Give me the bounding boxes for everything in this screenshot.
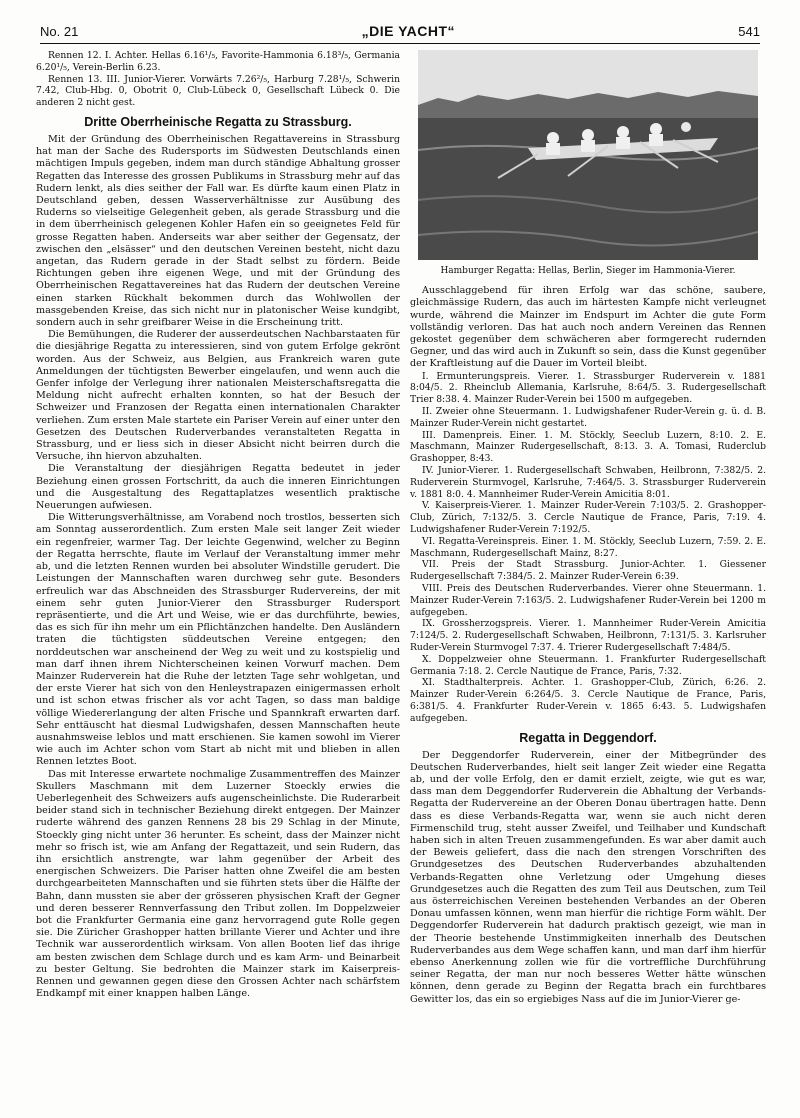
- result-entry: I. Ermunterungspreis. Vierer. 1. Strassburger Ruderverein v. 1881 8:04/5. 2. Rheinclub Allemania, Karlsruhe, 8:64/5. 3. Rudergesellschaft Trier 8:38. 4. Mainzer Ruder-Verein bei 1500 m aufgegeben.: [410, 370, 766, 406]
- result-rennen-12: Rennen 12. I. Achter. Hellas 6.16¹/₅, Favorite-Hammonia 6.18³/₅, Germania 6.20¹/₅, Verein-Berlin 6.23.: [36, 50, 400, 73]
- issue-number: No. 21: [40, 23, 79, 39]
- result-rennen-13: Rennen 13. III. Junior-Vierer. Vorwärts 7.26²/₅, Harburg 7.28¹/₅, Schwerin 7.42, Club-Hbg. 0, Obotrit 0, Club-Lübeck 0, Gesellschaft Lübeck 0. Die anderen 2 nicht gest.: [36, 73, 400, 109]
- header-rule: [40, 43, 760, 44]
- paragraph: Mit der Gründung des Oberrheinischen Regattavereins in Strassburg hat man der Sache des Rudersports im Südwesten Deutschlands einen mächtigen Impuls gegeben, indem man durch ständige Abhaltung grosser Regatten das Interesse des grossen Publikums in Strassburg mehr auf das Rudern lenkt, als dies seither der Fall war. Es dürfte kaum einen Platz in Deutschland geben, dessen Wasserverhältnisse zur Ausübung des Ruderns so vielseitige Gelegenheit geben, als gerade Strassburg und die in dem überrheinisch gelegenen Kohler Hafen ein so geeignetes Feld für grosse Regatten haben. Anderseits war aber seither der Gegensatz, der zwischen den „elsässer“ und den deutschen Vereinen besteht, nicht dazu angetan, das Rudern gerade in der Stadt selbst zu fördern. Beide Richtungen geben ihre eigenen Wege, und mit der Gründung des Oberrheinischen Regattavereines hat das Rudern der deutschen Vereine einen starken Rückhalt bekommen durch das Wohlwollen der massgebenden Kreise, das sich nicht nur in platonischer Weise kundgibt, sondern auch in sehr greifbarer Weise in die Erscheinung tritt.: [36, 133, 400, 329]
- left-column: [36, 50, 400, 1000]
- result-entry: VIII. Preis des Deutschen Ruderverbandes. Vierer ohne Steuermann. 1. Mainzer Ruder-Verein 7:163/5. 2. Ludwigshafener Ruder-Verein bei 1200 m aufgegeben.: [410, 582, 766, 618]
- result-entry: VII. Preis der Stadt Strassburg. Junior-Achter. 1. Giessener Rudergesellschaft 7:384/5. 2. Mainzer Ruder-Verein 6:39.: [410, 559, 766, 583]
- article-heading-deggendorf: Regatta in Deggendorf.: [519, 730, 657, 745]
- right-column: [410, 50, 766, 1006]
- result-entry: XI. Stadthalterpreis. Achter. 1. Grashopper-Club, Zürich, 6:26. 2. Mainzer Ruder-Verein 6:264/5. 3. Cercle Nautique de France, Paris, 6:381/5. 4. Frankfurter Ruder-Verein v. 1865 6:43. 5. Ludwigshafen aufgegeben.: [410, 677, 766, 724]
- result-entry: X. Doppelzweier ohne Steuermann. 1. Frankfurter Rudergesellschaft Germania 7:18. 2. Cercle Nautique de France, Paris, 7:32.: [410, 653, 766, 677]
- result-entry: IX. Grossherzogspreis. Vierer. 1. Mannheimer Ruder-Verein Amicitia 7:124/5. 2. Rudergesellschaft Schwaben, Heilbronn, 7:131/5. 3. Karlsruher Ruder-Verein Sturmvogel 7:37. 4. Trierer Rudergesellschaft 7:484/5.: [410, 618, 766, 653]
- result-entry: VI. Regatta-Vereinspreis. Einer. 1. M. Stöckly, Seeclub Luzern, 7:59. 2. E. Maschmann, Rudergesellschaft Mainz, 8:27.: [410, 535, 766, 559]
- article-heading-strassburg: Dritte Oberrheinische Regatta zu Strassburg.: [84, 114, 352, 129]
- paragraph: Der Deggendorfer Ruderverein, einer der Mitbegründer des Deutschen Ruderverbandes, hielt seit langer Zeit wieder eine Regatta ab, und der volle Erfolg, den er damit erzielt, zeigte, wie gut es war, dass man dem Deggendorfer Ruderverein die Abhaltung der Verbands-Regatta der Rudervereine an der Oberen Donau übertragen hatte. Denn dass es diese Verbands-Regatta war, wenn sie auch nicht deren Firmenschild trug, steht ausser Zweifel, und Teilhaber und Kundschaft haben sich in alten Treuen zusammengefunden. Es war aber damit auch der Beweis geliefert, dass die nach den strengen Vorschriften des Grundgesetzes des Deutschen Ruderverbandes abzuhaltenden Verbands-Regatten ohne Verletzung oder Umgehung dieses Grundgesetzes auch die Regatten des zum Teil aus Deutschen, zum Teil aus österreichischen Vereinen bestehenden Verbandes an der Oberen Donau umfassen können, wenn man hierfür die richtige Form wählt. Der Deggendorfer Ruderverein hat dadurch praktisch gezeigt, wie man in der Theorie bestehende Unstimmigkeiten innerhalb des Deutschen Ruderverbandes aus dem Wege schaffen kann, und man darf ihm hierfür ebenso Anerkennung zollen wie für die vortreffliche Durchführung seiner Regatta, der man nur noch besseres Wetter hätte wünschen können, denn gerade zu Beginn der Regatta brach ein furchtbares Gewitter los, das ein so ergiebiges Nass auf die im Junior-Vierer ge-: [410, 749, 766, 1005]
- result-entry: IV. Junior-Vierer. 1. Rudergesellschaft Schwaben, Heilbronn, 7:382/5. 2. Ruderverein Sturmvogel, Karlsruhe, 7:464/5. 3. Strassburger Ruderverein v. 1881 8:0. 4. Mannheimer Ruder-Verein Amicitia 8:01.: [410, 465, 766, 500]
- page-header: [40, 20, 760, 42]
- rowing-boat-illustration: [418, 50, 758, 260]
- paragraph: Die Witterungsverhältnisse, am Vorabend noch trostlos, besserten sich am Sonntag ausserordentlich. Zum ersten Male seit langer Zeit wieder ein regenfreier, warmer Tag. Der leichte Gegenwind, welcher zu Beginn der Regatta herrschte, flaute im Verlauf der Veranstaltung immer mehr ab, und die letzten Rennen wurden bei absoluter Windstille gerudert. Die Leistungen der Mannschaften waren durchweg sehr gute. Besonders erfreulich war das Abschneiden des Strassburger Rudervereins, der mit einem sehr guten Junior-Vierer den Strassburger Rudersport repräsentierte, und die Art und Weise, wie er das durchführte, bewies, das es sich für ihn mehr um ein Pflichtänzchen handelte. Den Ausländern traten die tüchtigsten süddeutschen Vereine entgegen; den norddeutschen war anscheinend der Weg zu weit und zu kostspielig und man darf ihnen ihrem Nichterscheinen keinen Vorwurf machen. Dem Mainzer Ruderverein hat die Ruhe der letzten Tage sehr wohlgetan, und der erste Vierer hat sich von den Henleystrapazen einigermassen erholt und ist schon etwas frischer als vor acht Tagen, so dass man baldige völlige Wiedererlangung der alten Frische und Spannkraft erwarten darf. Sehr enttäuscht hat diesmal Ludwigshafen, dessen Mannschaften heute ausnahmsweise leblos und matt erschienen. Sie kamen sowohl im Vierer wie auch im Achter schon vom Start ab nicht mit und blieben in allen Rennen letztes Boot.: [36, 512, 400, 768]
- page-number: 541: [738, 23, 760, 39]
- result-entry: V. Kaiserpreis-Vierer. 1. Mainzer Ruder-Verein 7:103/5. 2. Grashopper-Club, Zürich, 7:132/5. 3. Cercle Nautique de France, Paris, 7:19. 4. Ludwigshafener Ruder-Verein 7:192/5.: [410, 500, 766, 535]
- paragraph: Ausschlaggebend für ihren Erfolg war das schöne, saubere, gleichmässige Rudern, das auch im härtesten Kampfe nicht verleugnet wurde, während die Mainzer im Endspurt im Achter die gute Form vollständig verloren. Das hat auch noch andern Vereinen das Rennen gekostet gegenüber dem schwächeren aber formgerecht rudernden Gegner, und das wird auch in Zukunft so sein, dass die Kunst gegenüber der Kraftleistung auf die Dauer im Vorteil bleibt.: [410, 285, 766, 370]
- result-entry: II. Zweier ohne Steuermann. 1. Ludwigshafener Ruder-Verein g. ü. d. B. Mainzer Ruder-Verein nicht gestartet.: [410, 406, 766, 429]
- paragraph: Die Bemühungen, die Ruderer der ausserdeutschen Nachbarstaaten für die diesjährige Regatta zu interessieren, sind von gutem Erfolge gekrönt worden. Aus der Schweiz, aus Belgien, aus Frankreich waren gute Anmeldungen der tüchtigsten Bewerber eingelaufen, und wenn auch die Genfer infolge der Verlegung ihrer nationalen Meisterschaftsregatta die Meldung nicht aufrecht erhalten konnten, so hat der Besuch der Schweizer und Franzosen der Regatta einen internationalen Charakter verliehen. Zum ersten Male startete ein Pariser Verein auf einer unter den Gesetzen des Deutschen Ruderverbandes veranstalteten Regatta in Strassburg, und er liess sich in dieser Absicht nicht beirren durch die Versuche, ihn hiervon abzuhalten.: [36, 329, 400, 463]
- rowing-photo: [418, 50, 758, 260]
- paragraph: Die Veranstaltung der diesjährigen Regatta bedeutet in jeder Beziehung einen grossen Fortschritt, da auch die inneren Einrichtungen und die Ausgestaltung des Regattaplatzes wesentlich praktische Neuerungen aufwiesen.: [36, 463, 400, 512]
- magazine-title: „DIE YACHT“: [361, 23, 456, 39]
- photo-caption: Hamburger Regatta: Hellas, Berlin, Sieger im Hammonia-Vierer.: [440, 266, 736, 276]
- paragraph: Das mit Interesse erwartete nochmalige Zusammentreffen des Mainzer Skullers Maschmann mit dem Luzerner Stoeckly erwies die Ueberlegenheit des Schweizers aufs augenscheinlichste. Die Ruderarbeit beider stand sich in technischer Beziehung direkt entgegen. Der Mainzer ruderte während des ganzen Rennens 28 bis 29 Schlag in der Minute, Stoeckly ging nicht unter 36 herunter. Es scheint, dass der Mainzer nicht mehr so frisch ist, wie am Anfang der Regattazeit, und sein Rudern, das ihn ersichtlich anstrengte, war lahm gegenüber der Arbeit des energischen Schweizers. Die Pariser hatten ohne Zweifel die am besten durchgearbeiteten Mannschaften und sie führten stets über die Hälfte der Bahn, dann mussten sie aber der grösseren physischen Kraft der Gegner und deren besserer Rennverfassung den Tribut zollen. Im Doppelzweier bot die Frankfurter Germania eine ganz hervorragend gute Rolle gegen sie. Die Züricher Grashopper hatten brillante Vierer und Achter und ihre Technik war ausserordentlich wirksam. Von allen Booten lief das ihrige am besten zwischen dem Schlage durch und es kam Arm- und Beinarbeit zu bester Geltung. Sie bedrohten die Mainzer stark im Kaiserpreis-Rennen und gewannen gegen diese den Grossen Achter nach schärfstem Endkampf mit einer knappen halben Länge.: [36, 768, 400, 1000]
- result-entry: III. Damenpreis. Einer. 1. M. Stöckly, Seeclub Luzern, 8:10. 2. E. Maschmann, Mainzer Rudergesellschaft, 8:13. 3. A. Tomasi, Ruderclub Grashopper, 8:43.: [410, 429, 766, 465]
